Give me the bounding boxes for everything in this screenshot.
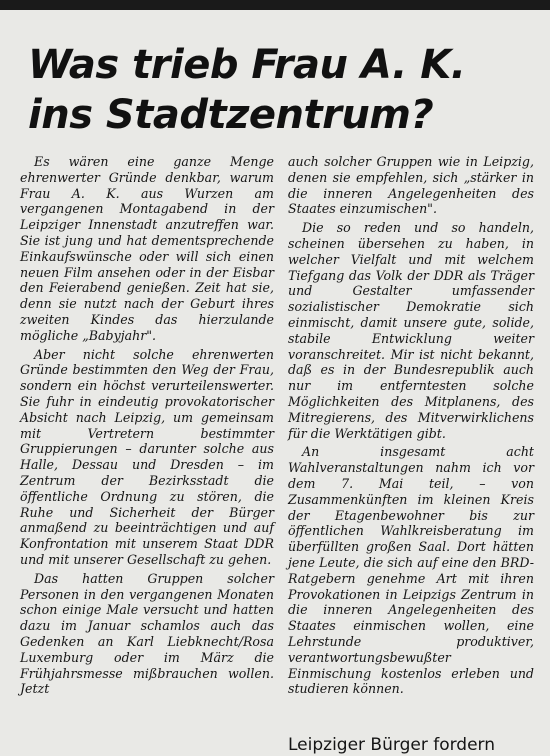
- paragraph: Es wären eine ganze Menge ehrenwerter Gründe denkbar, warum Frau A. K. aus Wurzen am vergangenen Montagabend in der Leipziger Innenstadt anzutreffen war. Sie ist jung und hat dementsprechende Einkaufswünsche oder will sich einen neuen Film ansehen oder in der Eisbar den Feierabend genießen. Zeit hat sie, denn sie nutzt nach der Geburt ihres zweiten Kindes das hierzulande mögliche „Babyjahr".: [20, 154, 274, 343]
- paragraph: Die so reden und so handeln, scheinen übersehen zu haben, in welcher Vielfalt und mit welchem Tiefgang das Volk der DDR als Träger und Gestalter umfassender sozialistischer Demokratie sich einmischt, damit unsere gute, solide, stabile Entwicklung weiter voranschreitet. Mir ist nicht bekannt, daß es in der Bundesrepublik auch nur im entferntesten solche Möglichkeiten des Mitplanens, des Mitregierens, des Mitverwirklichens für die Werktätigen gibt.: [288, 220, 534, 441]
- next-article-heading: Leipziger Bürger fordern: [288, 735, 495, 755]
- left-column: [20, 154, 274, 700]
- headline-line-2: ins Stadtzentrum?: [28, 92, 434, 138]
- top-rule: [0, 0, 550, 10]
- right-column: [288, 154, 534, 700]
- paragraph: Das hatten Gruppen solcher Personen in den vergangenen Monaten schon einige Male versucht und hatten dazu im Januar schamlos auch das Gedenken an Karl Liebknecht/Rosa Luxemburg oder im März die Frühjahrsmesse mißbrauchen wollen. Jetzt: [20, 570, 274, 697]
- headline: [28, 40, 533, 140]
- paragraph: An insgesamt acht Wahlveranstaltungen nahm ich vor dem 7. Mai teil, – von Zusammenkünften im kleinen Kreis der Etagenbewohner bis zur öffentlichen Wahlkreisberatung im überfüllten großen Saal. Dort hätten jene Leute, die sich auf eine den BRD-Ratgebern genehme Art mit ihren Provokationen in Leipzigs Zentrum in die inneren Angelegenheiten des Staates einmischen wollen, eine Lehrstunde produktiver, verantwortungsbewußter Einmischung kostenlos erleben und studieren können.: [288, 444, 534, 697]
- headline-line-1: Was trieb Frau A. K.: [28, 42, 466, 88]
- paragraph-continuation: auch solcher Gruppen wie in Leipzig, denen sie empfehlen, sich „stärker in die inneren Angelegenheiten des Staates einzumischen".: [288, 154, 534, 217]
- paragraph: Aber nicht solche ehrenwerten Gründe bestimmten den Weg der Frau, sondern ein höchst verurteilenswerter. Sie fuhr in eindeutig provokatorischer Absicht nach Leipzig, um gemeinsam mit Vertretern bestimmter Gruppierungen – darunter solche aus Halle, Dessau und Dresden – im Zentrum der Bezirksstadt die öffentliche Ordnung zu stören, die Ruhe und Sicherheit der Bürger anmaßend zu beeinträchtigen und auf Konfrontation mit unserem Staat DDR und mit unserer Gesellschaft zu gehen.: [20, 346, 274, 567]
